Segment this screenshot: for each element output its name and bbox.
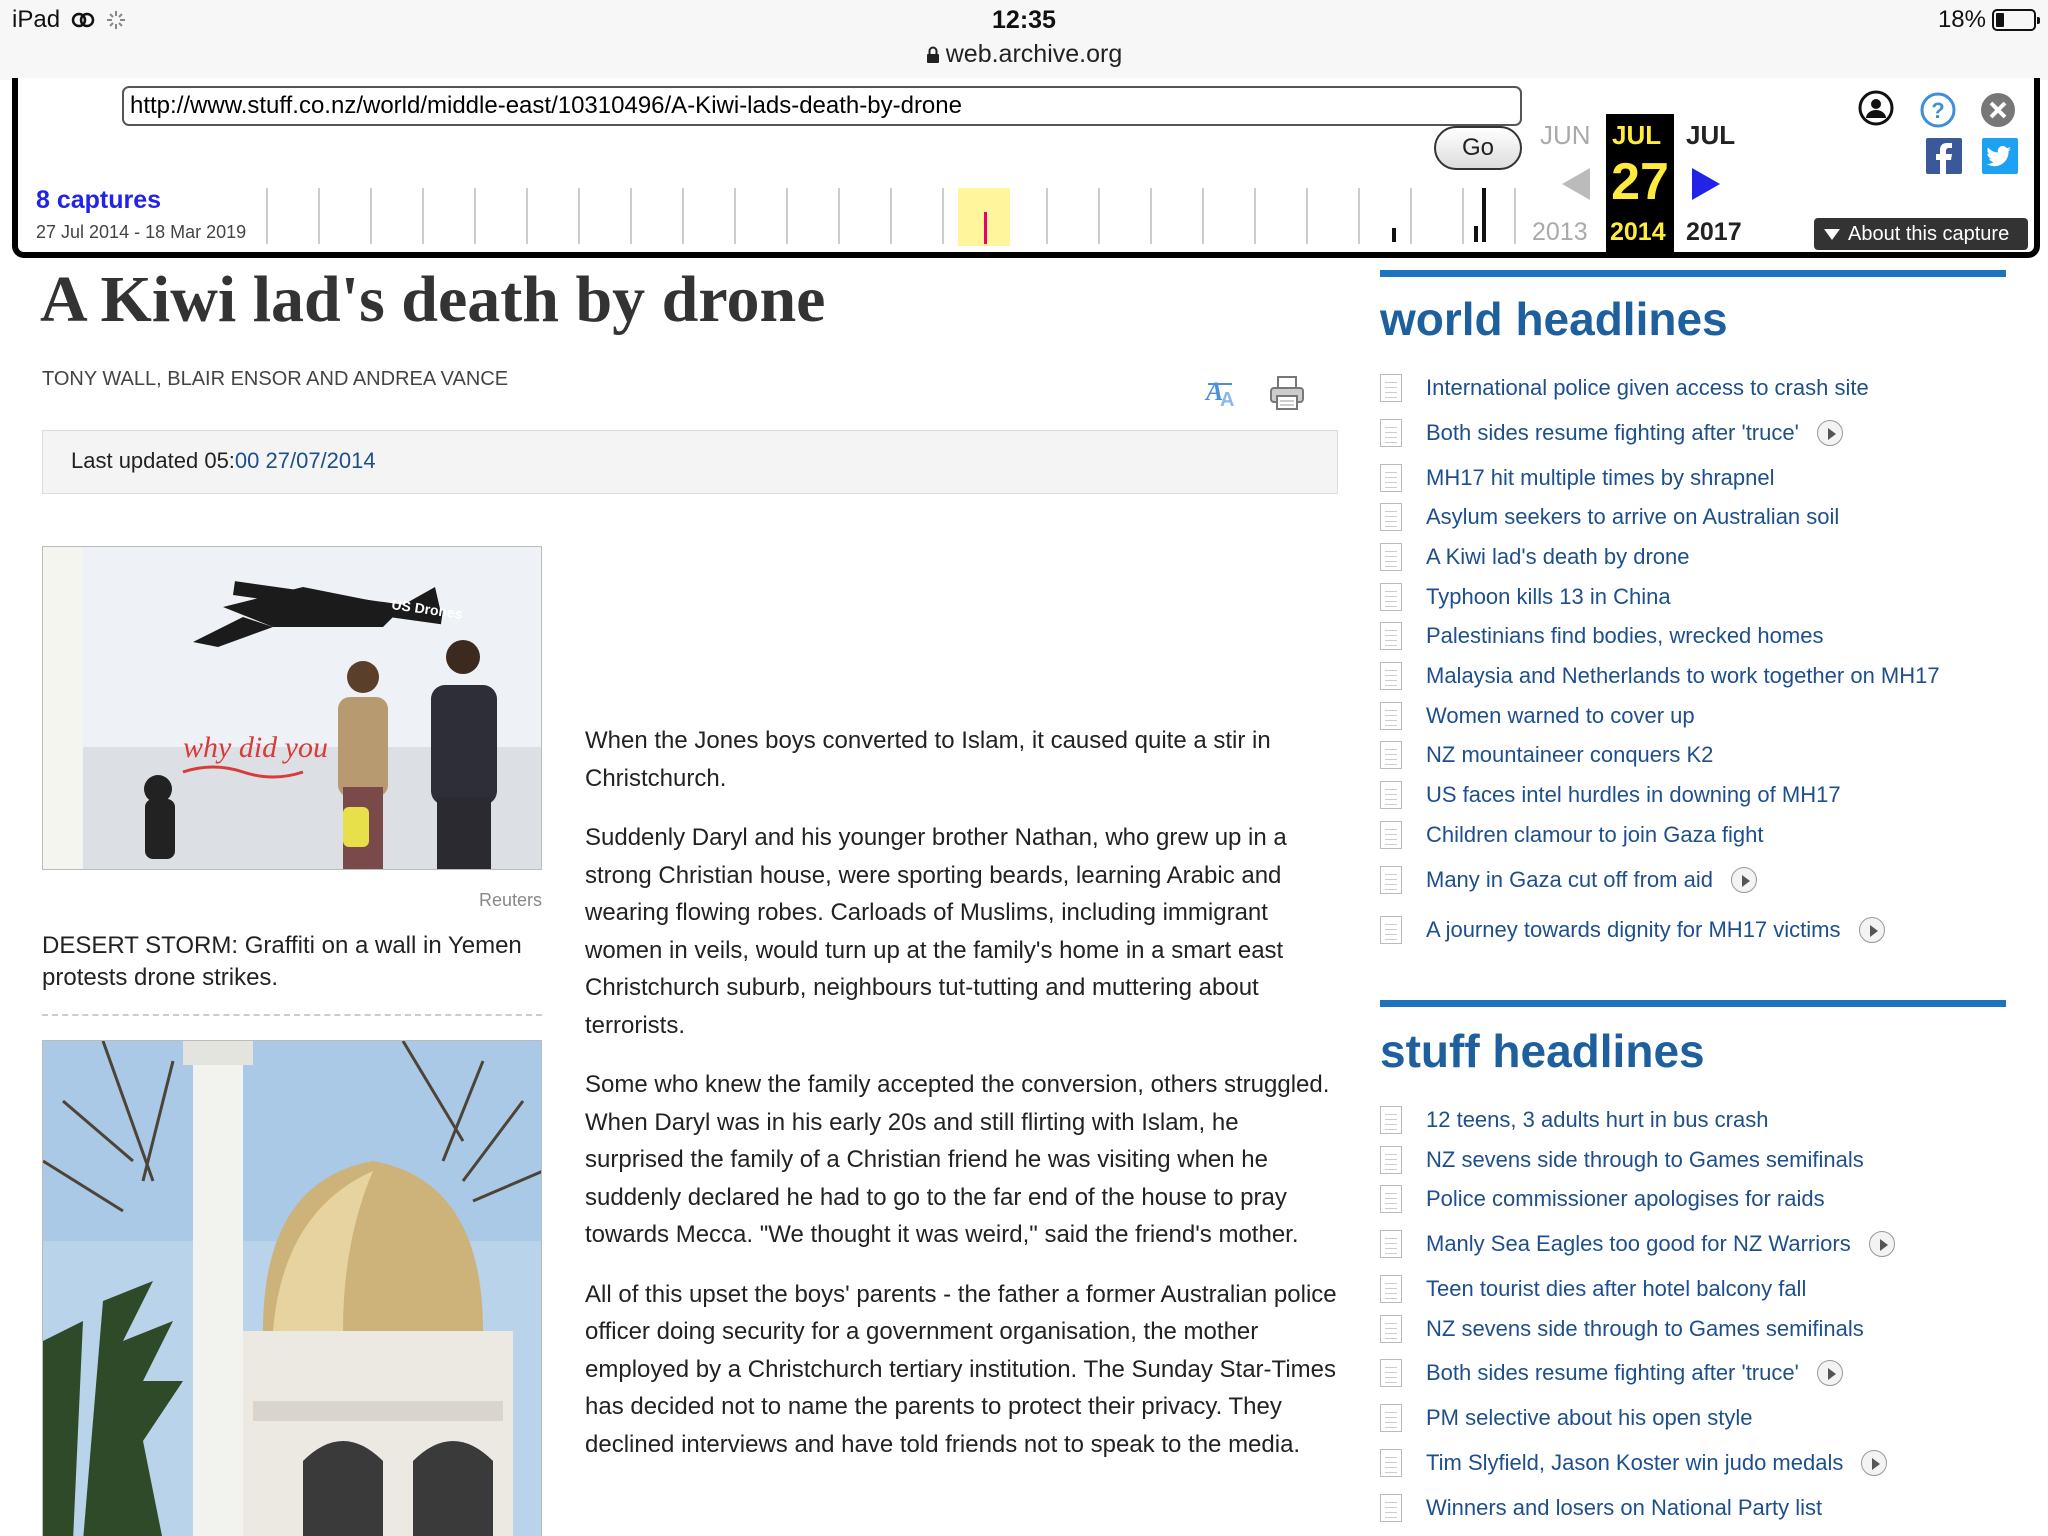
document-icon: [1380, 1146, 1402, 1174]
print-icon[interactable]: [1268, 374, 1306, 412]
headline-link[interactable]: US faces intel hurdles in downing of MH17: [1426, 782, 1841, 808]
headline-item[interactable]: [1380, 497, 2006, 537]
headline-link[interactable]: Typhoon kills 13 in China: [1426, 583, 1671, 609]
prev-year[interactable]: 2013: [1532, 218, 1588, 246]
capture-bar: [1482, 188, 1486, 242]
video-play-icon[interactable]: [1869, 1231, 1895, 1257]
device-label: iPad: [12, 6, 61, 33]
headline-item[interactable]: [1380, 696, 2006, 736]
headline-link[interactable]: Winners and losers on National Party list: [1426, 1494, 1823, 1520]
battery-percent: 18%: [1937, 6, 1986, 33]
video-play-icon[interactable]: [1859, 917, 1885, 943]
headline-item[interactable]: [1380, 815, 2006, 855]
headline-link[interactable]: Asylum seekers to arrive on Australian soil: [1426, 504, 1840, 530]
facebook-icon[interactable]: [1926, 138, 1962, 174]
headline-link[interactable]: A Kiwi lad's death by drone: [1426, 543, 1690, 569]
headline-item[interactable]: [1380, 1140, 2006, 1180]
document-icon: [1380, 419, 1402, 447]
headline-link[interactable]: Malaysia and Netherlands to work together on MH17: [1426, 662, 1940, 688]
headline-item[interactable]: [1380, 408, 2006, 458]
next-month[interactable]: JUL: [1686, 120, 1736, 150]
translate-icon[interactable]: [1204, 374, 1240, 410]
headline-link[interactable]: MH17 hit multiple times by shrapnel: [1426, 464, 1775, 490]
headline-item[interactable]: [1380, 616, 2006, 656]
stuff-headlines-list: [1380, 1100, 2006, 1528]
document-icon: [1380, 1230, 1402, 1258]
close-icon[interactable]: [1980, 92, 2016, 128]
current-capture-marker: [984, 212, 987, 244]
stuff-headlines-rule: [1380, 1000, 2006, 1007]
battery-icon: [1992, 9, 2036, 31]
prev-month[interactable]: JUN: [1540, 120, 1591, 150]
current-year: 2014: [1610, 218, 1666, 246]
document-icon: [1380, 1275, 1402, 1303]
current-month: JUL: [1612, 120, 1662, 150]
headline-link[interactable]: Both sides resume fighting after 'truce': [1426, 419, 1799, 445]
document-icon: [1380, 1185, 1402, 1213]
document-icon: [1380, 503, 1402, 531]
headline-link[interactable]: Teen tourist dies after hotel balcony fall: [1426, 1275, 1807, 1301]
about-capture-button[interactable]: [1814, 218, 2028, 250]
svg-text:A: A: [1220, 389, 1235, 410]
headline-link[interactable]: Both sides resume fighting after 'truce': [1426, 1360, 1799, 1386]
headline-item[interactable]: [1380, 656, 2006, 696]
photo-credit: Reuters: [478, 890, 542, 910]
document-icon: [1380, 1494, 1402, 1522]
article-paragraph: Suddenly Daryl and his younger brother Nathan, who grew up in a strong Christian house, were sporting beards, learning Arabic and wearing flowing robes. Carloads of Muslims, including immigrant women in veils, would turn up at the family's home in a smart east Christchurch suburb, neighbours tut-tutting and muttering about terrorists.: [585, 824, 1287, 1039]
document-icon: [1380, 821, 1402, 849]
stuff-headlines-heading: stuff headlines: [1380, 1025, 1705, 1077]
article-paragraph: When the Jones boys converted to Islam, it caused quite a stir in Christchurch.: [585, 727, 1271, 792]
captures-link[interactable]: 8 captures: [36, 186, 162, 214]
clock: 12:35: [992, 6, 1056, 34]
headline-item[interactable]: [1380, 1309, 2006, 1349]
mosque-photo: [42, 1040, 542, 1536]
document-icon: [1380, 464, 1402, 492]
current-day: 27: [1611, 153, 1669, 211]
prev-capture-arrow-icon[interactable]: [1562, 168, 1590, 200]
headline-link[interactable]: Women warned to cover up: [1426, 702, 1695, 728]
headline-item[interactable]: [1380, 905, 2006, 955]
headline-item[interactable]: [1380, 537, 2006, 577]
headline-item[interactable]: [1380, 1438, 2006, 1488]
headline-item[interactable]: [1380, 1488, 2006, 1528]
address-bar[interactable]: [0, 40, 2048, 69]
document-icon: [1380, 781, 1402, 809]
drone-graffiti-photo: [42, 546, 542, 870]
video-play-icon[interactable]: [1861, 1450, 1887, 1476]
video-play-icon[interactable]: [1817, 420, 1843, 446]
article-body: [585, 722, 1340, 1485]
world-headlines-rule: [1380, 270, 2006, 277]
headline-link[interactable]: Many in Gaza cut off from aid: [1426, 866, 1713, 892]
status-right: [1938, 6, 2036, 34]
ios-status-bar: [0, 0, 2048, 80]
lock-icon: [926, 46, 940, 64]
headline-link[interactable]: A journey towards dignity for MH17 victims: [1426, 916, 1841, 942]
capture-bar: [1474, 226, 1478, 242]
dropdown-triangle-icon: [1824, 229, 1840, 240]
headline-link[interactable]: 12 teens, 3 adults hurt in bus crash: [1426, 1106, 1769, 1132]
headline-item[interactable]: [1380, 736, 2006, 776]
document-icon: [1380, 662, 1402, 690]
headline-item[interactable]: [1380, 1398, 2006, 1438]
article-title: A Kiwi lad's death by drone: [40, 263, 826, 336]
help-icon[interactable]: [1920, 92, 1956, 128]
world-headlines-list: [1380, 368, 2006, 955]
document-icon: [1380, 1106, 1402, 1134]
capture-bar: [1392, 228, 1396, 242]
document-icon: [1380, 916, 1402, 944]
last-updated-bar: [42, 430, 1338, 494]
document-icon: [1380, 866, 1402, 894]
headline-link[interactable]: Police commissioner apologises for raids: [1426, 1186, 1825, 1212]
document-icon: [1380, 702, 1402, 730]
graffiti-label: US Drones: [390, 596, 464, 622]
next-capture-arrow-icon[interactable]: [1692, 168, 1720, 200]
document-icon: [1380, 1359, 1402, 1387]
wayback-url-input[interactable]: http://www.stuff.co.nz/world/middle-east/10310496/A-Kiwi-lads-death-by-drone: [122, 86, 1522, 126]
user-account-icon[interactable]: [1858, 90, 1894, 126]
article-paragraph: All of this upset the boys' parents - the father a former Australian police officer doing security for a government organisation, the mother employed by a Christchurch tertiary institution. The Sunday Star-Times has decided not to name the parents to protect their privacy. They declined interviews and have told friends not to speak to the media.: [585, 1280, 1337, 1458]
document-icon: [1380, 741, 1402, 769]
article-paragraph: Some who knew the family accepted the conversion, others struggled. When Daryl was in his early 20s and still flirting with Islam, he surprised the family of a Christian friend he was visiting when he suddenly declared he had to go to the far end of the house to pray towards Mecca. "We thought it was weird," said the friend's mother.: [585, 1071, 1330, 1248]
video-play-icon[interactable]: [1731, 867, 1757, 893]
headline-link[interactable]: Children clamour to join Gaza fight: [1426, 821, 1764, 847]
headline-item[interactable]: [1380, 1100, 2006, 1140]
updated-prefix: Last updated 05:: [71, 448, 235, 473]
headline-item[interactable]: [1380, 1269, 2006, 1309]
next-year[interactable]: 2017: [1686, 218, 1742, 246]
document-icon: [1380, 374, 1402, 402]
headline-link[interactable]: NZ sevens side through to Games semifinals: [1426, 1146, 1864, 1172]
updated-time: 00 27/07/2014: [234, 448, 376, 473]
document-icon: [1380, 622, 1402, 650]
address-text: web.archive.org: [945, 40, 1123, 68]
headline-item[interactable]: [1380, 577, 2006, 617]
headline-link[interactable]: Tim Slyfield, Jason Koster win judo medals: [1426, 1450, 1844, 1476]
wayback-toolbar: [12, 78, 2040, 258]
headline-link[interactable]: NZ mountaineer conquers K2: [1426, 742, 1714, 768]
headline-link[interactable]: Palestinians find bodies, wrecked homes: [1426, 623, 1824, 649]
headline-link[interactable]: Manly Sea Eagles too good for NZ Warriors: [1426, 1231, 1851, 1257]
about-capture-label: About this capture: [1848, 222, 2010, 245]
headline-item[interactable]: [1380, 458, 2006, 498]
document-icon: [1380, 583, 1402, 611]
document-icon: [1380, 543, 1402, 571]
svg-text:A: A: [1206, 377, 1224, 406]
headline-item[interactable]: [1380, 1179, 2006, 1219]
headline-link[interactable]: International police given access to crash site: [1426, 374, 1869, 400]
svg-text:?: ?: [1931, 98, 1945, 123]
document-icon: [1380, 1449, 1402, 1477]
video-play-icon[interactable]: [1817, 1360, 1843, 1386]
article-byline: TONY WALL, BLAIR ENSOR AND ANDREA VANCE: [42, 368, 509, 390]
headline-item[interactable]: [1380, 775, 2006, 815]
capture-timeline[interactable]: [266, 188, 1526, 246]
headline-link[interactable]: NZ sevens side through to Games semifinals: [1426, 1315, 1864, 1341]
caption-divider: [42, 1014, 542, 1016]
captures-range: 27 Jul 2014 - 18 Mar 2019: [36, 222, 247, 242]
headline-item[interactable]: [1380, 368, 2006, 408]
world-headlines-heading: world headlines: [1380, 293, 1728, 345]
document-icon: [1380, 1404, 1402, 1432]
headline-link[interactable]: PM selective about his open style: [1426, 1405, 1753, 1431]
headline-item[interactable]: [1380, 855, 2006, 905]
go-button[interactable]: Go: [1434, 126, 1522, 170]
headline-item[interactable]: [1380, 1348, 2006, 1398]
graffiti-text: why did you: [183, 731, 328, 764]
photo-caption: DESERT STORM: Graffiti on a wall in Yemen protests drone strikes.: [42, 932, 522, 991]
twitter-icon[interactable]: [1982, 138, 2018, 174]
headline-item[interactable]: [1380, 1219, 2006, 1269]
document-icon: [1380, 1315, 1402, 1343]
